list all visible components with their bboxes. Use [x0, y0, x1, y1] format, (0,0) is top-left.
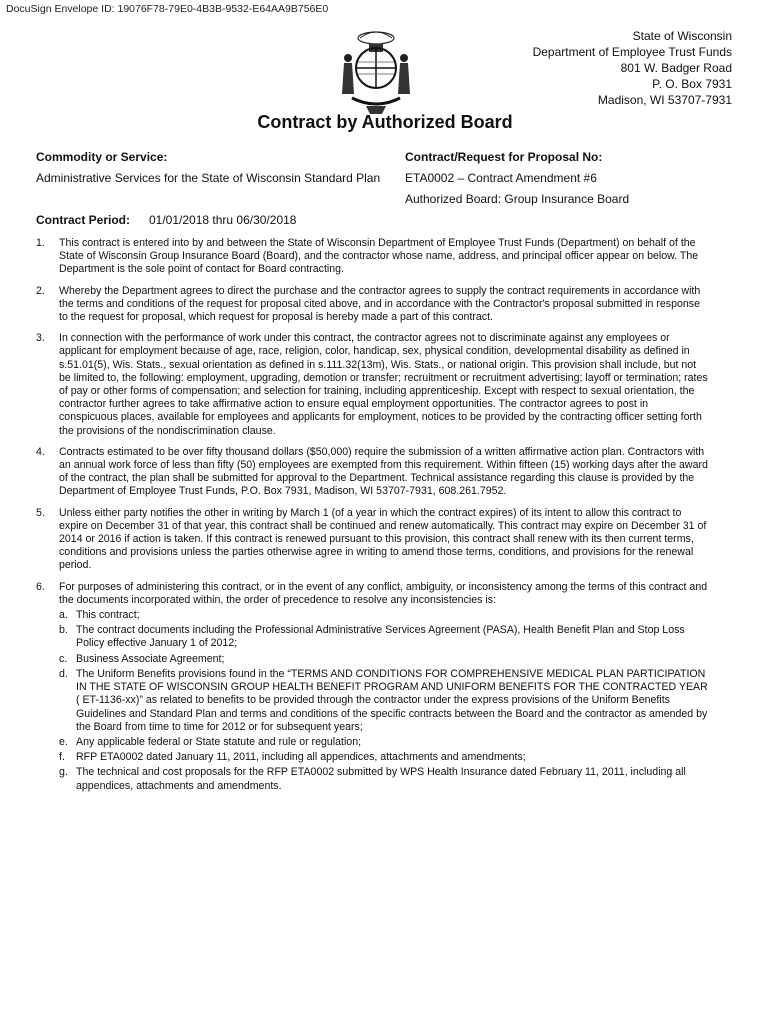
item-text: The contract documents including the Professional Administrative Services Agreement (PASA), Health Benefit Plan and Stop Loss Policy effective January 1 of 2012; [76, 624, 685, 650]
contract-clauses [36, 237, 708, 801]
contract-period-label: Contract Period: [36, 213, 131, 227]
wisconsin-seal-icon [336, 28, 416, 116]
address-line: State of Wisconsin [632, 29, 732, 43]
item-text: Any applicable federal or State statute and rule or regulation; [76, 735, 362, 748]
clause-number: 2. [36, 284, 45, 297]
address-line: P. O. Box 7931 [652, 77, 732, 91]
authorized-board: Authorized Board: Group Insurance Board [405, 192, 630, 206]
agency-address [533, 28, 732, 108]
list-item [59, 653, 708, 666]
clause-number: 4. [36, 445, 45, 458]
item-text: Business Associate Agreement; [76, 652, 225, 665]
clause-text: In connection with the performance of work under this contract, the contractor agrees not to discriminate against any employees or applicant for employment because of age, race, religion, color, handicap, sex, physical condition, developmental disability as defined in s.51.01(5), Wis. Stats., sexual orientation as defined in s.111.32(13m), Wis. Stats., or national origin. This provision shall include, but not be limited to, the following: employment, upgrading, demotion or transfer; recruitment or recruitment advertising; layoff or termination; rates of pay or other forms of compensation; and selection for training, including apprenticeship. Except with respect to sexual orientation, the contractor further agrees to take affirmative action to ensure equal employment opportunities. The contractor agrees to post in conspicuous places, available for employees and applicants for employment, notices to be provided by the contracting officer setting forth the provisions of the nondiscrimination clause. [59, 332, 708, 437]
clause-5 [36, 507, 708, 573]
contract-request-value: ETA0002 – Contract Amendment #6 [405, 171, 597, 185]
clause-text: For purposes of administering this contract, or in the event of any conflict, ambiguity, or inconsistency among the terms of this contract and the documents incorporated within, the order of precedence to resolve any inconsistencies is: [59, 580, 708, 606]
clause-6 [36, 581, 708, 793]
item-letter: f. [59, 751, 65, 764]
clause-number: 6. [36, 580, 45, 593]
item-text: RFP ETA0002 dated January 11, 2011, including all appendices, attachments and amendments; [76, 751, 526, 764]
clause-text: This contract is entered into by and between the State of Wisconsin Department of Employee Trust Funds (Department) on behalf of the State of Wisconsin Group Insurance Board (Board), and the contractor whose name, address, and principal officer appear on below. The Department is the sole point of contact for Board contracting. [59, 237, 699, 276]
contract-request-label: Contract/Request for Proposal No: [405, 150, 603, 164]
address-line: 801 W. Badger Road [620, 61, 732, 75]
clause-text: Unless either party notifies the other in writing by March 1 (of a year in which the contract expires) of its intent to allow this contract to expire on December 31 of that year, this contract shall be continued and renew automatically. This contract may expire on December 31 of 2014 or 2016 if action is taken. If this contract is renewed pursuant to this provision, this contract shall renew with its then current terms, conditions and provisions unless the parties otherwise agree in writing to amend those terms, conditions, and provisions for the renewal period. [59, 506, 707, 572]
list-item [59, 668, 708, 734]
clause-1 [36, 237, 708, 277]
contract-period-value: 01/01/2018 thru 06/30/2018 [149, 213, 297, 227]
docusign-envelope-id: DocuSign Envelope ID: 19076F78-79E0-4B3B-9532-E64AA9B756E0 [6, 3, 329, 15]
commodity-label: Commodity or Service: [36, 150, 168, 164]
address-line: Department of Employee Trust Funds [532, 45, 732, 59]
commodity-value: Administrative Services for the State of Wisconsin Standard Plan [36, 171, 381, 185]
item-text: This contract; [76, 609, 140, 622]
clause-number: 5. [36, 506, 45, 519]
clause-number: 3. [36, 332, 45, 345]
item-text: The technical and cost proposals for the RFP ETA0002 submitted by WPS Health Insurance dated February 11, 2011, including all appendices, attachments and amendments. [76, 766, 686, 792]
list-item [59, 751, 708, 764]
item-letter: c. [59, 652, 68, 665]
item-letter: b. [59, 624, 68, 637]
clause-2 [36, 285, 708, 325]
item-text: The Uniform Benefits provisions found in the “TERMS AND CONDITIONS FOR COMPREHENSIVE MEDICAL PLAN PARTICIPATION IN THE STATE OF WISCONSIN GROUP HEALTH BENEFIT PROGRAM AND UNIFORM BENEFITS FOR THE CONTRACTED YEAR ( ET-1136-xx)” as related to benefits to be provided through the contractor under the express provisions of the Uniform Benefits Guidelines and Standard Plan and terms and conditions of the specific contracts between the Board and the contractor as amended by the Board from time to time for 2012 or for subsequent years; [76, 667, 708, 733]
clause-3 [36, 332, 708, 438]
item-letter: a. [59, 609, 68, 622]
list-item [59, 609, 708, 622]
list-item [59, 736, 708, 749]
document-title: Contract by Authorized Board [257, 112, 513, 132]
address-line: Madison, WI 53707-7931 [597, 93, 732, 107]
clause-4 [36, 446, 708, 499]
item-letter: e. [59, 735, 68, 748]
clause-text: Contracts estimated to be over fifty thousand dollars ($50,000) require the submission of a written affirmative action plan. Contractors with an annual work force of less than fifty (50) employees are exempted from this requirement. Within fifteen (15) working days after the award of the contract, the plan shall be submitted for approval to the Department. Technical assistance regarding this clause is provided by the Department of Employee Trust Funds, P.O. Box 7931, Madison, WI 53707-7931, 608.261.7952. [59, 445, 708, 498]
clause-text: Whereby the Department agrees to direct the purchase and the contractor agrees to supply the contract requirements in accordance with the terms and conditions of the request for proposal cited above, and in accordance with the Contractor's proposal submitted in response to the request for proposal, which request for proposal is hereby made a part of this contract. [59, 284, 701, 324]
clause-number: 1. [36, 237, 45, 249]
item-letter: d. [59, 667, 68, 680]
list-item [59, 766, 708, 792]
item-letter: g. [59, 766, 68, 779]
list-item [59, 624, 708, 650]
